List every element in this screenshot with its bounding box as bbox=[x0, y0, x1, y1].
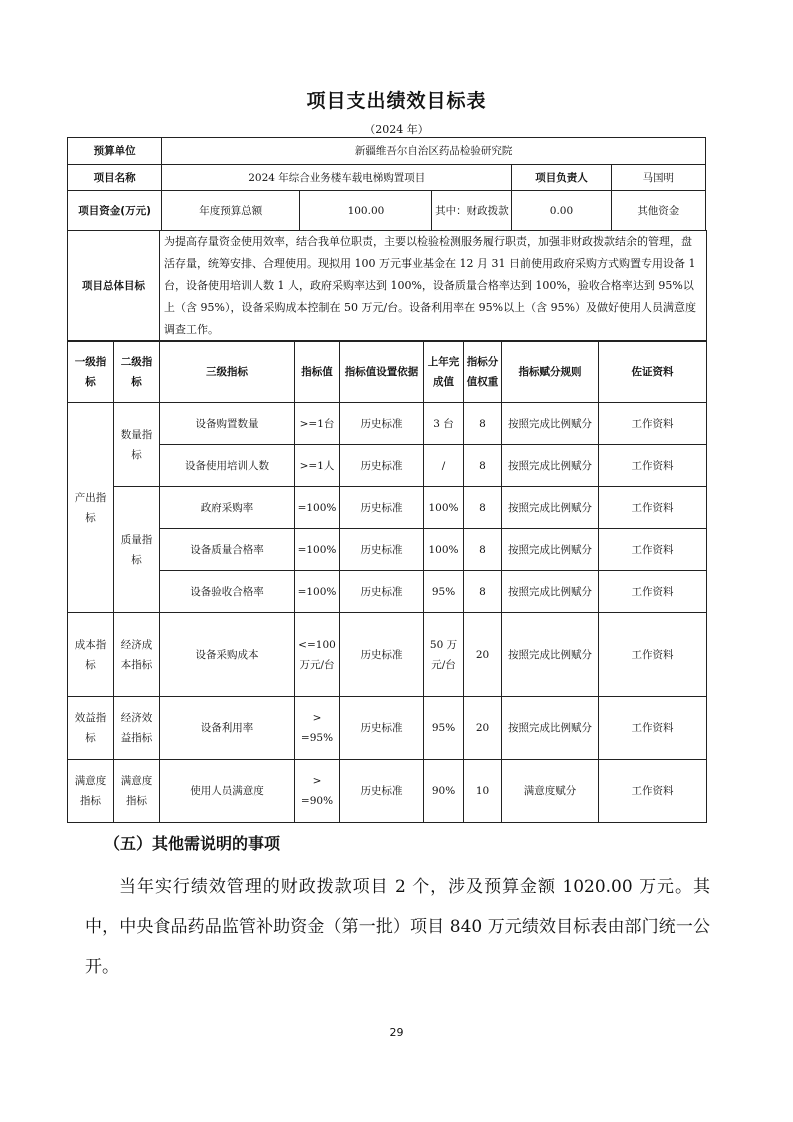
row-last: 95% bbox=[424, 697, 464, 760]
goal-label: 项目总体目标 bbox=[68, 231, 160, 342]
row-value: > =95% bbox=[295, 697, 340, 760]
group-cost: 成本指标 bbox=[68, 613, 114, 697]
row-last: 3 台 bbox=[424, 403, 464, 445]
row-l3: 设备质量合格率 bbox=[160, 529, 295, 571]
row-rule: 按照完成比例赋分 bbox=[502, 487, 599, 529]
row-basis: 历史标准 bbox=[340, 760, 424, 823]
group-benefit: 效益指标 bbox=[68, 697, 114, 760]
header-row bbox=[68, 341, 707, 403]
row-last: 100% bbox=[424, 529, 464, 571]
fiscal-funds-label: 其中：财政拨款 bbox=[432, 191, 512, 231]
row-evidence: 工作资料 bbox=[599, 529, 707, 571]
row-value: >=1人 bbox=[295, 445, 340, 487]
section-title: （五）其他需说明的事项 bbox=[104, 834, 281, 853]
row-rule: 满意度赋分 bbox=[502, 760, 599, 823]
row-value: <=100万元/台 bbox=[295, 613, 340, 697]
other-funds-label: 其他资金 bbox=[611, 191, 705, 231]
performance-table bbox=[67, 137, 706, 231]
project-name-label: 项目名称 bbox=[68, 165, 162, 191]
row-value: =100% bbox=[295, 529, 340, 571]
row-basis: 历史标准 bbox=[340, 529, 424, 571]
indicator-table bbox=[67, 340, 707, 823]
table-row bbox=[68, 697, 707, 760]
group-output: 产出指标 bbox=[68, 403, 114, 613]
page-title: 项目支出绩效目标表 bbox=[306, 90, 487, 112]
header-level3: 三级指标 bbox=[160, 341, 295, 403]
budget-unit-label: 预算单位 bbox=[68, 138, 162, 165]
row-basis: 历史标准 bbox=[340, 697, 424, 760]
table-row bbox=[68, 571, 707, 613]
header-basis: 指标值设置依据 bbox=[340, 341, 424, 403]
row-evidence: 工作资料 bbox=[599, 697, 707, 760]
header-level1: 一级指标 bbox=[68, 341, 114, 403]
row-l3: 设备利用率 bbox=[160, 697, 295, 760]
row-weight: 10 bbox=[464, 760, 502, 823]
group-econ-benefit: 经济效益指标 bbox=[114, 697, 160, 760]
row-l3: 设备购置数量 bbox=[160, 403, 295, 445]
row-last: 50 万元/台 bbox=[424, 613, 464, 697]
body-paragraph: 当年实行绩效管理的财政拨款项目 2 个，涉及预算金额 1020.00 万元。其中，中央食品药品监管补助资金（第一批）项目 840 万元绩效目标表由部门统一公开。 bbox=[85, 877, 710, 977]
row-basis: 历史标准 bbox=[340, 487, 424, 529]
row-value: =100% bbox=[295, 571, 340, 613]
group-econ-cost: 经济成本指标 bbox=[114, 613, 160, 697]
project-name-row bbox=[68, 165, 706, 191]
header-rule: 指标赋分规则 bbox=[502, 341, 599, 403]
header-weight: 指标分值权重 bbox=[464, 341, 502, 403]
row-l3: 政府采购率 bbox=[160, 487, 295, 529]
row-weight: 20 bbox=[464, 613, 502, 697]
fiscal-funds-value: 0.00 bbox=[512, 191, 611, 231]
row-weight: 8 bbox=[464, 403, 502, 445]
row-value: >=1台 bbox=[295, 403, 340, 445]
group-quality: 质量指标 bbox=[114, 487, 160, 613]
header-evidence: 佐证资料 bbox=[599, 341, 707, 403]
row-weight: 8 bbox=[464, 529, 502, 571]
row-l3: 设备采购成本 bbox=[160, 613, 295, 697]
header-value: 指标值 bbox=[295, 341, 340, 403]
table-row bbox=[68, 445, 707, 487]
row-basis: 历史标准 bbox=[340, 403, 424, 445]
table-row bbox=[68, 529, 707, 571]
table-row bbox=[68, 403, 707, 445]
row-basis: 历史标准 bbox=[340, 445, 424, 487]
row-value: > =90% bbox=[295, 760, 340, 823]
group-satisfaction-sub: 满意度指标 bbox=[114, 760, 160, 823]
row-value: =100% bbox=[295, 487, 340, 529]
row-rule: 按照完成比例赋分 bbox=[502, 613, 599, 697]
row-evidence: 工作资料 bbox=[599, 613, 707, 697]
group-quantity: 数量指标 bbox=[114, 403, 160, 487]
row-rule: 按照完成比例赋分 bbox=[502, 571, 599, 613]
performance-table-body bbox=[67, 230, 707, 342]
row-rule: 按照完成比例赋分 bbox=[502, 445, 599, 487]
table-row bbox=[68, 760, 707, 823]
row-last: 100% bbox=[424, 487, 464, 529]
row-evidence: 工作资料 bbox=[599, 760, 707, 823]
row-rule: 按照完成比例赋分 bbox=[502, 403, 599, 445]
goal-text: 为提高存量资金使用效率，结合我单位职责，主要以检验检测服务履行职责，加强非财政拨款结余的管理，盘活存量，统筹安排、合理使用。现拟用 100 万元事业基金在 12 月 31 日前使用政府采购方式购置专用设备 1 台，设备使用培训人数 1 人，政府采购率达到 100%，设备质量合格率达到 100%，验收合格率达到 95%以上（含 95%），设备采购成本控制在 50 万元/台。设备利用率在 95%以上（含 95%）及做好使用人员满意度调查工作。 bbox=[160, 231, 707, 342]
year-label: （2024 年） bbox=[364, 123, 429, 136]
budget-unit-row bbox=[68, 138, 706, 165]
row-last: / bbox=[424, 445, 464, 487]
funds-label: 项目资金(万元) bbox=[68, 191, 162, 231]
row-evidence: 工作资料 bbox=[599, 445, 707, 487]
annual-budget-label: 年度预算总额 bbox=[162, 191, 300, 231]
row-l3: 设备使用培训人数 bbox=[160, 445, 295, 487]
page-number: 29 bbox=[389, 1026, 404, 1039]
row-weight: 20 bbox=[464, 697, 502, 760]
row-last: 95% bbox=[424, 571, 464, 613]
annual-budget-value: 100.00 bbox=[300, 191, 432, 231]
row-evidence: 工作资料 bbox=[599, 403, 707, 445]
header-level2: 二级指标 bbox=[114, 341, 160, 403]
row-basis: 历史标准 bbox=[340, 571, 424, 613]
row-weight: 8 bbox=[464, 571, 502, 613]
table-row bbox=[68, 613, 707, 697]
row-basis: 历史标准 bbox=[340, 613, 424, 697]
project-leader-label: 项目负责人 bbox=[512, 165, 611, 191]
row-rule: 按照完成比例赋分 bbox=[502, 529, 599, 571]
budget-unit-value: 新疆维吾尔自治区药品检验研究院 bbox=[162, 138, 706, 165]
row-evidence: 工作资料 bbox=[599, 487, 707, 529]
row-l3: 使用人员满意度 bbox=[160, 760, 295, 823]
row-last: 90% bbox=[424, 760, 464, 823]
header-last: 上年完成值 bbox=[424, 341, 464, 403]
table-row bbox=[68, 487, 707, 529]
row-evidence: 工作资料 bbox=[599, 571, 707, 613]
row-weight: 8 bbox=[464, 487, 502, 529]
project-name-value: 2024 年综合业务楼车载电梯购置项目 bbox=[162, 165, 512, 191]
funds-row bbox=[68, 191, 706, 231]
row-rule: 按照完成比例赋分 bbox=[502, 697, 599, 760]
row-l3: 设备验收合格率 bbox=[160, 571, 295, 613]
group-satisfaction: 满意度指标 bbox=[68, 760, 114, 823]
goal-row bbox=[68, 231, 707, 342]
row-weight: 8 bbox=[464, 445, 502, 487]
project-leader-value: 马国明 bbox=[611, 165, 705, 191]
